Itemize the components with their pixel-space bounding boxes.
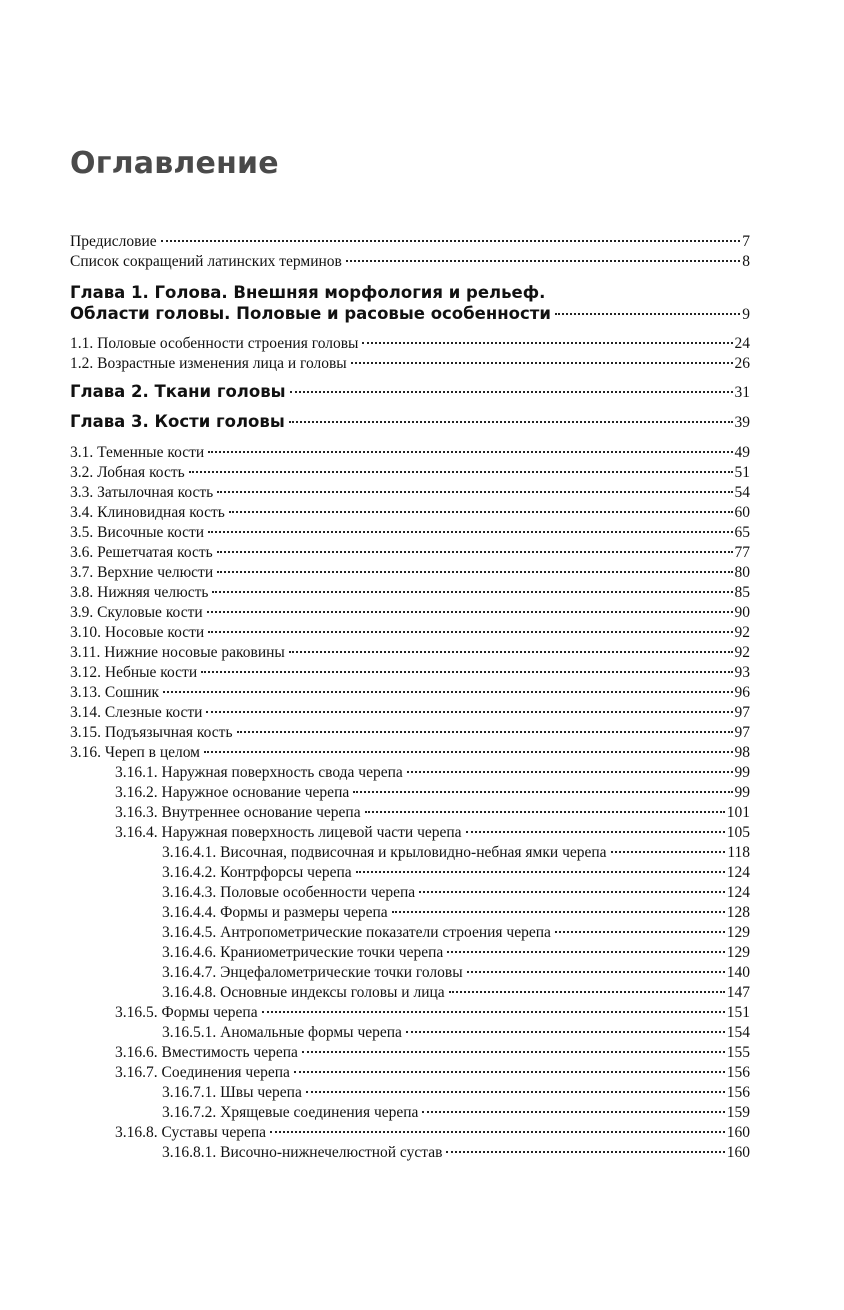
toc-entry-label: 3.10. Носовые кости bbox=[70, 624, 205, 641]
toc-entry-page: 65 bbox=[734, 524, 750, 541]
toc-entry-page: 124 bbox=[726, 884, 750, 901]
dot-leader bbox=[212, 591, 732, 593]
toc-entry-3-16-4[interactable] bbox=[115, 823, 750, 843]
toc-entry-3-16-8-1[interactable] bbox=[162, 1143, 750, 1163]
toc-entry-label: 3.9. Скуловые кости bbox=[70, 604, 203, 621]
dot-leader bbox=[447, 951, 725, 953]
toc-entry-label: 3.16.7.1. Швы черепа bbox=[162, 1084, 302, 1101]
dot-leader bbox=[362, 342, 732, 344]
toc-entry-page: 101 bbox=[726, 804, 750, 821]
toc-entry-3-8[interactable] bbox=[70, 583, 750, 603]
toc-entry-3-12[interactable] bbox=[70, 663, 750, 683]
toc-entry-page: 90 bbox=[734, 604, 750, 621]
dot-leader bbox=[406, 1031, 725, 1033]
toc-entry-3-16-4-7[interactable] bbox=[162, 963, 750, 983]
toc-entry-label: 3.16. Череп в целом bbox=[70, 744, 200, 761]
toc-entry-page: 97 bbox=[734, 704, 750, 721]
dot-leader bbox=[206, 711, 732, 713]
toc-entry-label: 3.16.1. Наружная поверхность свода черепа bbox=[115, 764, 403, 781]
dot-leader bbox=[356, 871, 725, 873]
toc-entry-label: 3.16.4.3. Половые особенности черепа bbox=[162, 884, 416, 901]
toc-entry-3-14[interactable] bbox=[70, 703, 750, 723]
toc-entry-preface[interactable] bbox=[70, 232, 750, 252]
toc-entry-3-16-4-2[interactable] bbox=[162, 863, 750, 883]
toc-entry-3-5[interactable] bbox=[70, 523, 750, 543]
toc-entry-chapter-2[interactable] bbox=[70, 382, 750, 403]
toc-entry-page: 77 bbox=[734, 544, 750, 561]
dot-leader bbox=[302, 1051, 725, 1053]
toc-entry-label: 3.5. Височные кости bbox=[70, 524, 205, 541]
toc-entry-3-2[interactable] bbox=[70, 463, 750, 483]
toc-entry-page: 51 bbox=[734, 464, 750, 481]
toc-entry-3-7[interactable] bbox=[70, 563, 750, 583]
toc-entry-page: 49 bbox=[734, 444, 750, 461]
toc-entry-page: 160 bbox=[726, 1144, 750, 1161]
toc-entry-page: 39 bbox=[734, 414, 750, 431]
dot-leader bbox=[217, 491, 732, 493]
toc-entry-page: 24 bbox=[734, 335, 750, 352]
toc-entry-page: 128 bbox=[726, 904, 750, 921]
toc-entry-3-13[interactable] bbox=[70, 683, 750, 703]
toc-entry-label: 3.16.7. Соединения черепа bbox=[115, 1064, 290, 1081]
dot-leader bbox=[446, 1151, 724, 1153]
dot-leader bbox=[467, 971, 725, 973]
toc-entry-page: 159 bbox=[726, 1104, 750, 1121]
toc-entry-label: 3.16.4.8. Основные индексы головы и лица bbox=[162, 984, 445, 1001]
toc-entry-label: 3.16.5. Формы черепа bbox=[115, 1004, 258, 1021]
toc-entry-label: 3.1. Теменные кости bbox=[70, 444, 205, 461]
chapter-heading-label: Глава 3. Кости головы bbox=[70, 412, 285, 431]
toc-entry-page: 156 bbox=[726, 1064, 750, 1081]
toc-entry-label: 3.16.4.5. Антропометрические показатели строения черепа bbox=[162, 924, 551, 941]
dot-leader bbox=[419, 891, 725, 893]
toc-entry-page: 9 bbox=[742, 306, 750, 323]
toc-entry-3-16-3[interactable] bbox=[115, 803, 750, 823]
toc-entry-label: 3.16.4.6. Краниометрические точки черепа bbox=[162, 944, 444, 961]
toc-entry-3-16-6[interactable] bbox=[115, 1043, 750, 1063]
toc-entry-3-16-7-2[interactable] bbox=[162, 1103, 750, 1123]
toc-entry-page: 105 bbox=[726, 824, 750, 841]
dot-leader bbox=[217, 551, 733, 553]
chapter-heading-label: Глава 2. Ткани головы bbox=[70, 382, 286, 401]
toc-entry-page: 7 bbox=[742, 233, 750, 250]
dot-leader bbox=[555, 313, 740, 315]
toc-entry-page: 151 bbox=[726, 1004, 750, 1021]
toc-entry-label: 3.16.8.1. Височно-нижнечелюстной сустав bbox=[162, 1144, 443, 1161]
toc-entry-page: 155 bbox=[726, 1044, 750, 1061]
toc-entry-abbreviations[interactable] bbox=[70, 252, 750, 272]
dot-leader bbox=[208, 531, 732, 533]
toc-entry-3-1[interactable] bbox=[70, 443, 750, 463]
toc-entry-page: 31 bbox=[734, 384, 750, 401]
dot-leader bbox=[289, 651, 733, 653]
toc-entry-page: 124 bbox=[726, 864, 750, 881]
dot-leader bbox=[353, 791, 732, 793]
toc-entry-label: 3.2. Лобная кость bbox=[70, 464, 185, 481]
toc-entry-page: 99 bbox=[734, 784, 750, 801]
toc-entry-label: Список сокращений латинских терминов bbox=[70, 253, 342, 270]
toc-entry-page: 118 bbox=[727, 844, 750, 861]
toc-entry-3-16-4-5[interactable] bbox=[162, 923, 750, 943]
toc-entry-3-16-2[interactable] bbox=[115, 783, 750, 803]
toc-entry-label: 3.14. Слезные кости bbox=[70, 704, 203, 721]
toc-entry-3-16-4-8[interactable] bbox=[162, 983, 750, 1003]
toc-entry-page: 99 bbox=[734, 764, 750, 781]
toc-entry-label: 1.1. Половые особенности строения головы bbox=[70, 335, 359, 352]
toc-entry-label: 3.16.4.4. Формы и размеры черепа bbox=[162, 904, 388, 921]
toc-entry-label: 3.16.4.2. Контрфорсы черепа bbox=[162, 864, 352, 881]
toc-entry-page: 92 bbox=[734, 644, 750, 661]
toc-entry-chapter-3[interactable] bbox=[70, 412, 750, 433]
toc-entry-label: 3.16.5.1. Аномальные формы черепа bbox=[162, 1024, 402, 1041]
toc-entry-3-16-4-1[interactable] bbox=[162, 843, 750, 863]
toc-entry-label: 3.16.4. Наружная поверхность лицевой части черепа bbox=[115, 824, 462, 841]
toc-entry-label: 3.16.4.7. Энцефалометрические точки головы bbox=[162, 964, 463, 981]
toc-entry-3-4[interactable] bbox=[70, 503, 750, 523]
toc-entry-3-10[interactable] bbox=[70, 623, 750, 643]
toc-entry-3-15[interactable] bbox=[70, 723, 750, 743]
toc-entry-3-16-8[interactable] bbox=[115, 1123, 750, 1143]
toc-entry-page: 140 bbox=[726, 964, 750, 981]
dot-leader bbox=[229, 511, 733, 513]
dot-leader bbox=[294, 1071, 725, 1073]
dot-leader bbox=[237, 731, 733, 733]
dot-leader bbox=[207, 611, 733, 613]
toc-entry-chapter-1[interactable] bbox=[70, 304, 750, 325]
toc-entry-3-6[interactable] bbox=[70, 543, 750, 563]
dot-leader bbox=[346, 260, 740, 262]
chapter-heading-label: Области головы. Половые и расовые особенности bbox=[70, 304, 551, 323]
toc-entry-page: 96 bbox=[734, 684, 750, 701]
toc-entry-page: 147 bbox=[726, 984, 750, 1001]
dot-leader bbox=[407, 771, 733, 773]
dot-leader bbox=[611, 851, 726, 853]
toc-entry-label: 3.7. Верхние челюсти bbox=[70, 564, 214, 581]
toc-entry-page: 85 bbox=[734, 584, 750, 601]
toc-entry-3-16-4-4[interactable] bbox=[162, 903, 750, 923]
toc-entry-label: 3.11. Нижние носовые раковины bbox=[70, 644, 285, 661]
dot-leader bbox=[161, 240, 741, 242]
dot-leader bbox=[555, 931, 725, 933]
toc-entry-3-16[interactable] bbox=[70, 743, 750, 763]
toc-entry-page: 8 bbox=[742, 253, 750, 270]
dot-leader bbox=[208, 631, 732, 633]
toc-entry-3-16-4-3[interactable] bbox=[162, 883, 750, 903]
toc-entry-page: 129 bbox=[726, 944, 750, 961]
toc-entry-page: 92 bbox=[734, 624, 750, 641]
dot-leader bbox=[306, 1091, 725, 1093]
dot-leader bbox=[204, 751, 733, 753]
toc-entry-page: 93 bbox=[734, 664, 750, 681]
toc-entry-3-11[interactable] bbox=[70, 643, 750, 663]
dot-leader bbox=[290, 391, 733, 393]
toc-entry-label: 3.3. Затылочная кость bbox=[70, 484, 214, 501]
toc-entry-page: 160 bbox=[726, 1124, 750, 1141]
page-title: Оглавление bbox=[70, 146, 279, 181]
dot-leader bbox=[392, 911, 725, 913]
toc-entry-label: 3.8. Нижняя челюсть bbox=[70, 584, 209, 601]
dot-leader bbox=[270, 1131, 725, 1133]
toc-entry-label: 3.15. Подъязычная кость bbox=[70, 724, 233, 741]
dot-leader bbox=[449, 991, 725, 993]
toc-entry-3-16-1[interactable] bbox=[115, 763, 750, 783]
dot-leader bbox=[189, 471, 733, 473]
toc-entry-3-16-5-1[interactable] bbox=[162, 1023, 750, 1043]
toc-entry-page: 60 bbox=[734, 504, 750, 521]
toc-entry-page: 98 bbox=[734, 744, 750, 761]
dot-leader bbox=[351, 362, 733, 364]
toc-entry-label: 3.4. Клиновидная кость bbox=[70, 504, 225, 521]
toc-entry-3-16-4-6[interactable] bbox=[162, 943, 750, 963]
toc-entry-label: 1.2. Возрастные изменения лица и головы bbox=[70, 355, 347, 372]
toc-entry-3-9[interactable] bbox=[70, 603, 750, 623]
dot-leader bbox=[466, 831, 725, 833]
toc-entry-label: Предисловие bbox=[70, 233, 157, 250]
toc-entry-3-16-7[interactable] bbox=[115, 1063, 750, 1083]
toc-entry-label: 3.16.4.1. Височная, подвисочная и крыловидно-небная ямки черепа bbox=[162, 844, 607, 861]
dot-leader bbox=[217, 571, 732, 573]
toc-entry-label: 3.16.7.2. Хрящевые соединения черепа bbox=[162, 1104, 419, 1121]
toc-entry-3-3[interactable] bbox=[70, 483, 750, 503]
toc-entry-page: 97 bbox=[734, 724, 750, 741]
toc-entry-page: 129 bbox=[726, 924, 750, 941]
toc-entry-3-16-5[interactable] bbox=[115, 1003, 750, 1023]
dot-leader bbox=[163, 691, 732, 693]
dot-leader bbox=[365, 811, 725, 813]
toc-entry-label: 3.16.3. Внутреннее основание черепа bbox=[115, 804, 361, 821]
toc-entry-label: 3.16.6. Вместимость черепа bbox=[115, 1044, 298, 1061]
toc-entry-label: 3.16.2. Наружное основание черепа bbox=[115, 784, 350, 801]
toc-entry-page: 26 bbox=[734, 355, 750, 372]
dot-leader bbox=[201, 671, 732, 673]
toc-entry-label: 3.12. Небные кости bbox=[70, 664, 198, 681]
dot-leader bbox=[262, 1011, 725, 1013]
toc-entry-label: 3.6. Решетчатая кость bbox=[70, 544, 213, 561]
chapter-1-heading-line1[interactable]: Глава 1. Голова. Внешняя морфология и рельеф. bbox=[70, 283, 546, 302]
dot-leader bbox=[422, 1111, 724, 1113]
toc-entry-1-2[interactable] bbox=[70, 354, 750, 374]
toc-entry-1-1[interactable] bbox=[70, 334, 750, 354]
toc-entry-page: 80 bbox=[734, 564, 750, 581]
dot-leader bbox=[208, 451, 732, 453]
toc-entry-label: 3.13. Сошник bbox=[70, 684, 160, 701]
toc-entry-page: 156 bbox=[726, 1084, 750, 1101]
dot-leader bbox=[289, 421, 733, 423]
toc-entry-3-16-7-1[interactable] bbox=[162, 1083, 750, 1103]
toc-entry-label: 3.16.8. Суставы черепа bbox=[115, 1124, 267, 1141]
toc-entry-page: 154 bbox=[726, 1024, 750, 1041]
toc-entry-page: 54 bbox=[734, 484, 750, 501]
